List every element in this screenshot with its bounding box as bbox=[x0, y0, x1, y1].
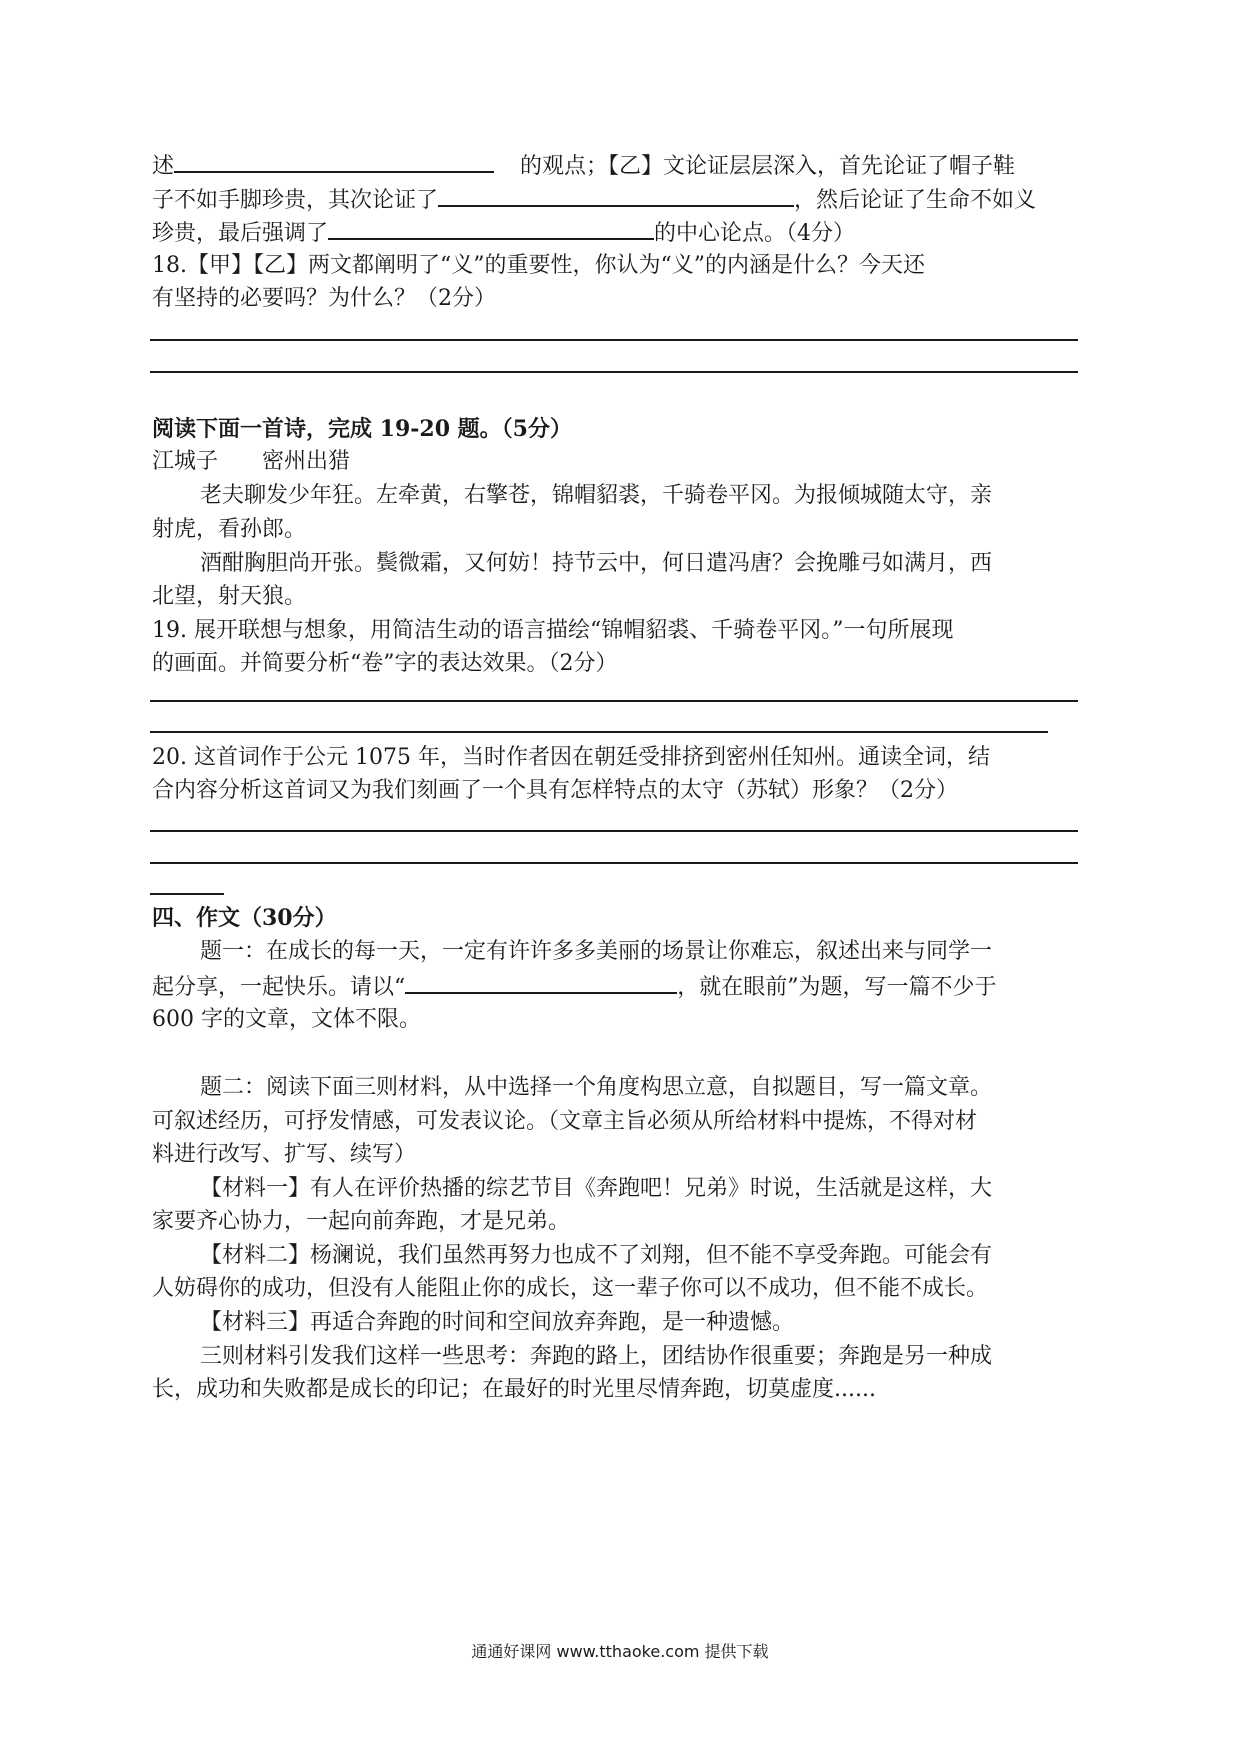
q20-line-1: 20. 这首词作于公元 1075 年，当时作者因在朝廷受排挤到密州任知州。通读全词，结 bbox=[152, 745, 990, 770]
poem-stanza-2-cont: 北望，射天狼。 bbox=[152, 584, 307, 609]
answer-line[interactable] bbox=[150, 862, 1078, 864]
essay-topic-2-line-2: 可叙述经历，可抒发情感，可发表议论。（文章主旨必须从所给材料中提炼，不得对材 bbox=[152, 1109, 978, 1134]
material-3: 【材料三】再适合奔跑的时间和空间放弃奔跑，是一种遗憾。 bbox=[200, 1310, 795, 1335]
q17-line-1 bbox=[152, 149, 1102, 183]
material-2-cont: 人妨碍你的成功，但没有人能阻止你的成长，这一辈子你可以不成功，但不能不成长。 bbox=[152, 1276, 989, 1301]
materials-summary-cont: 长，成功和失败都是成长的印记；在最好的时光里尽情奔跑，切莫虚度...... bbox=[152, 1377, 876, 1402]
essay-topic-text: ，就在眼前”为题，写一篇不少于 bbox=[677, 975, 997, 1000]
answer-line[interactable] bbox=[150, 371, 1078, 373]
answer-line[interactable] bbox=[150, 731, 1048, 733]
essay-topic-2-line-3: 料进行改写、扩写、续写） bbox=[152, 1142, 417, 1167]
poem-stanza-1: 老夫聊发少年狂。左牵黄，右擎苍，锦帽貂裘，千骑卷平冈。为报倾城随太守，亲 bbox=[200, 483, 993, 508]
q17-text: 子不如手脚珍贵，其次论证了 bbox=[152, 188, 439, 213]
q19-line-2: 的画面。并简要分析“卷”字的表达效果。（2分） bbox=[152, 651, 618, 676]
q18-line-2: 有坚持的必要吗？为什么？（2分） bbox=[152, 286, 496, 311]
answer-line[interactable] bbox=[150, 700, 1078, 702]
materials-summary: 三则材料引发我们这样一些思考：奔跑的路上，团结协作很重要；奔跑是另一种成 bbox=[200, 1344, 993, 1369]
q17-line-2 bbox=[152, 183, 1102, 217]
q17-line-3 bbox=[152, 216, 1102, 250]
poem-title: 江城子 密州出猎 bbox=[152, 449, 351, 474]
essay-topic-1-line-3: 600 字的文章，文体不限。 bbox=[152, 1007, 421, 1032]
essay-topic-1: 题一：在成长的每一天，一定有许许多多美丽的场景让你难忘，叙述出来与同学一 bbox=[200, 939, 993, 964]
answer-line[interactable] bbox=[150, 830, 1078, 832]
answer-line-short[interactable] bbox=[150, 893, 224, 895]
answer-blank[interactable] bbox=[438, 183, 794, 207]
q17-text: 珍贵，最后强调了 bbox=[152, 221, 329, 246]
title-blank[interactable] bbox=[405, 970, 677, 994]
q19-line-1: 19. 展开联想与想象，用简洁生动的语言描绘“锦帽貂裘、千骑卷平冈。”一句所展现 bbox=[152, 618, 954, 643]
poem-stanza-2: 酒酣胸胆尚开张。鬓微霜，又何妨！持节云中，何日遣冯唐？会挽雕弓如满月，西 bbox=[200, 551, 993, 576]
material-1: 【材料一】有人在评价热播的综艺节目《奔跑吧！兄弟》时说，生活就是这样，大 bbox=[200, 1176, 993, 1201]
poem-section-heading: 阅读下面一首诗，完成 19-20 题。（5分） bbox=[152, 416, 572, 442]
page-footer: 通通好课网 www.tthaoke.com 提供下载 bbox=[471, 1642, 769, 1661]
answer-blank[interactable] bbox=[328, 216, 654, 240]
poem-stanza-1-cont: 射虎，看孙郎。 bbox=[152, 517, 307, 542]
answer-blank[interactable] bbox=[174, 149, 494, 173]
answer-line[interactable] bbox=[150, 339, 1078, 341]
q18-line-1: 18.【甲】【乙】两文都阐明了“义”的重要性，你认为“义”的内涵是什么？今天还 bbox=[152, 253, 925, 278]
q20-line-2: 合内容分析这首词又为我们刻画了一个具有怎样特点的太守（苏轼）形象？（2分） bbox=[152, 778, 958, 803]
q17-text: 的观点；【乙】文论证层层深入，首先论证了帽子鞋 bbox=[520, 154, 1016, 179]
material-2: 【材料二】杨澜说，我们虽然再努力也成不了刘翔，但不能不享受奔跑。可能会有 bbox=[200, 1243, 993, 1268]
q17-text: 的中心论点。（4分） bbox=[654, 221, 856, 246]
essay-topic-text: 起分享，一起快乐。请以“ bbox=[152, 975, 406, 1000]
essay-topic-2: 题二：阅读下面三则材料，从中选择一个角度构思立意，自拟题目，写一篇文章。 bbox=[200, 1075, 993, 1100]
material-1-cont: 家要齐心协力，一起向前奔跑，才是兄弟。 bbox=[152, 1209, 571, 1234]
essay-section-heading: 四、作文（30分） bbox=[152, 905, 337, 931]
essay-topic-1-line-2 bbox=[152, 970, 1102, 1004]
q17-text: ，然后论证了生命不如义 bbox=[794, 188, 1037, 213]
q17-text: 述 bbox=[152, 154, 175, 179]
